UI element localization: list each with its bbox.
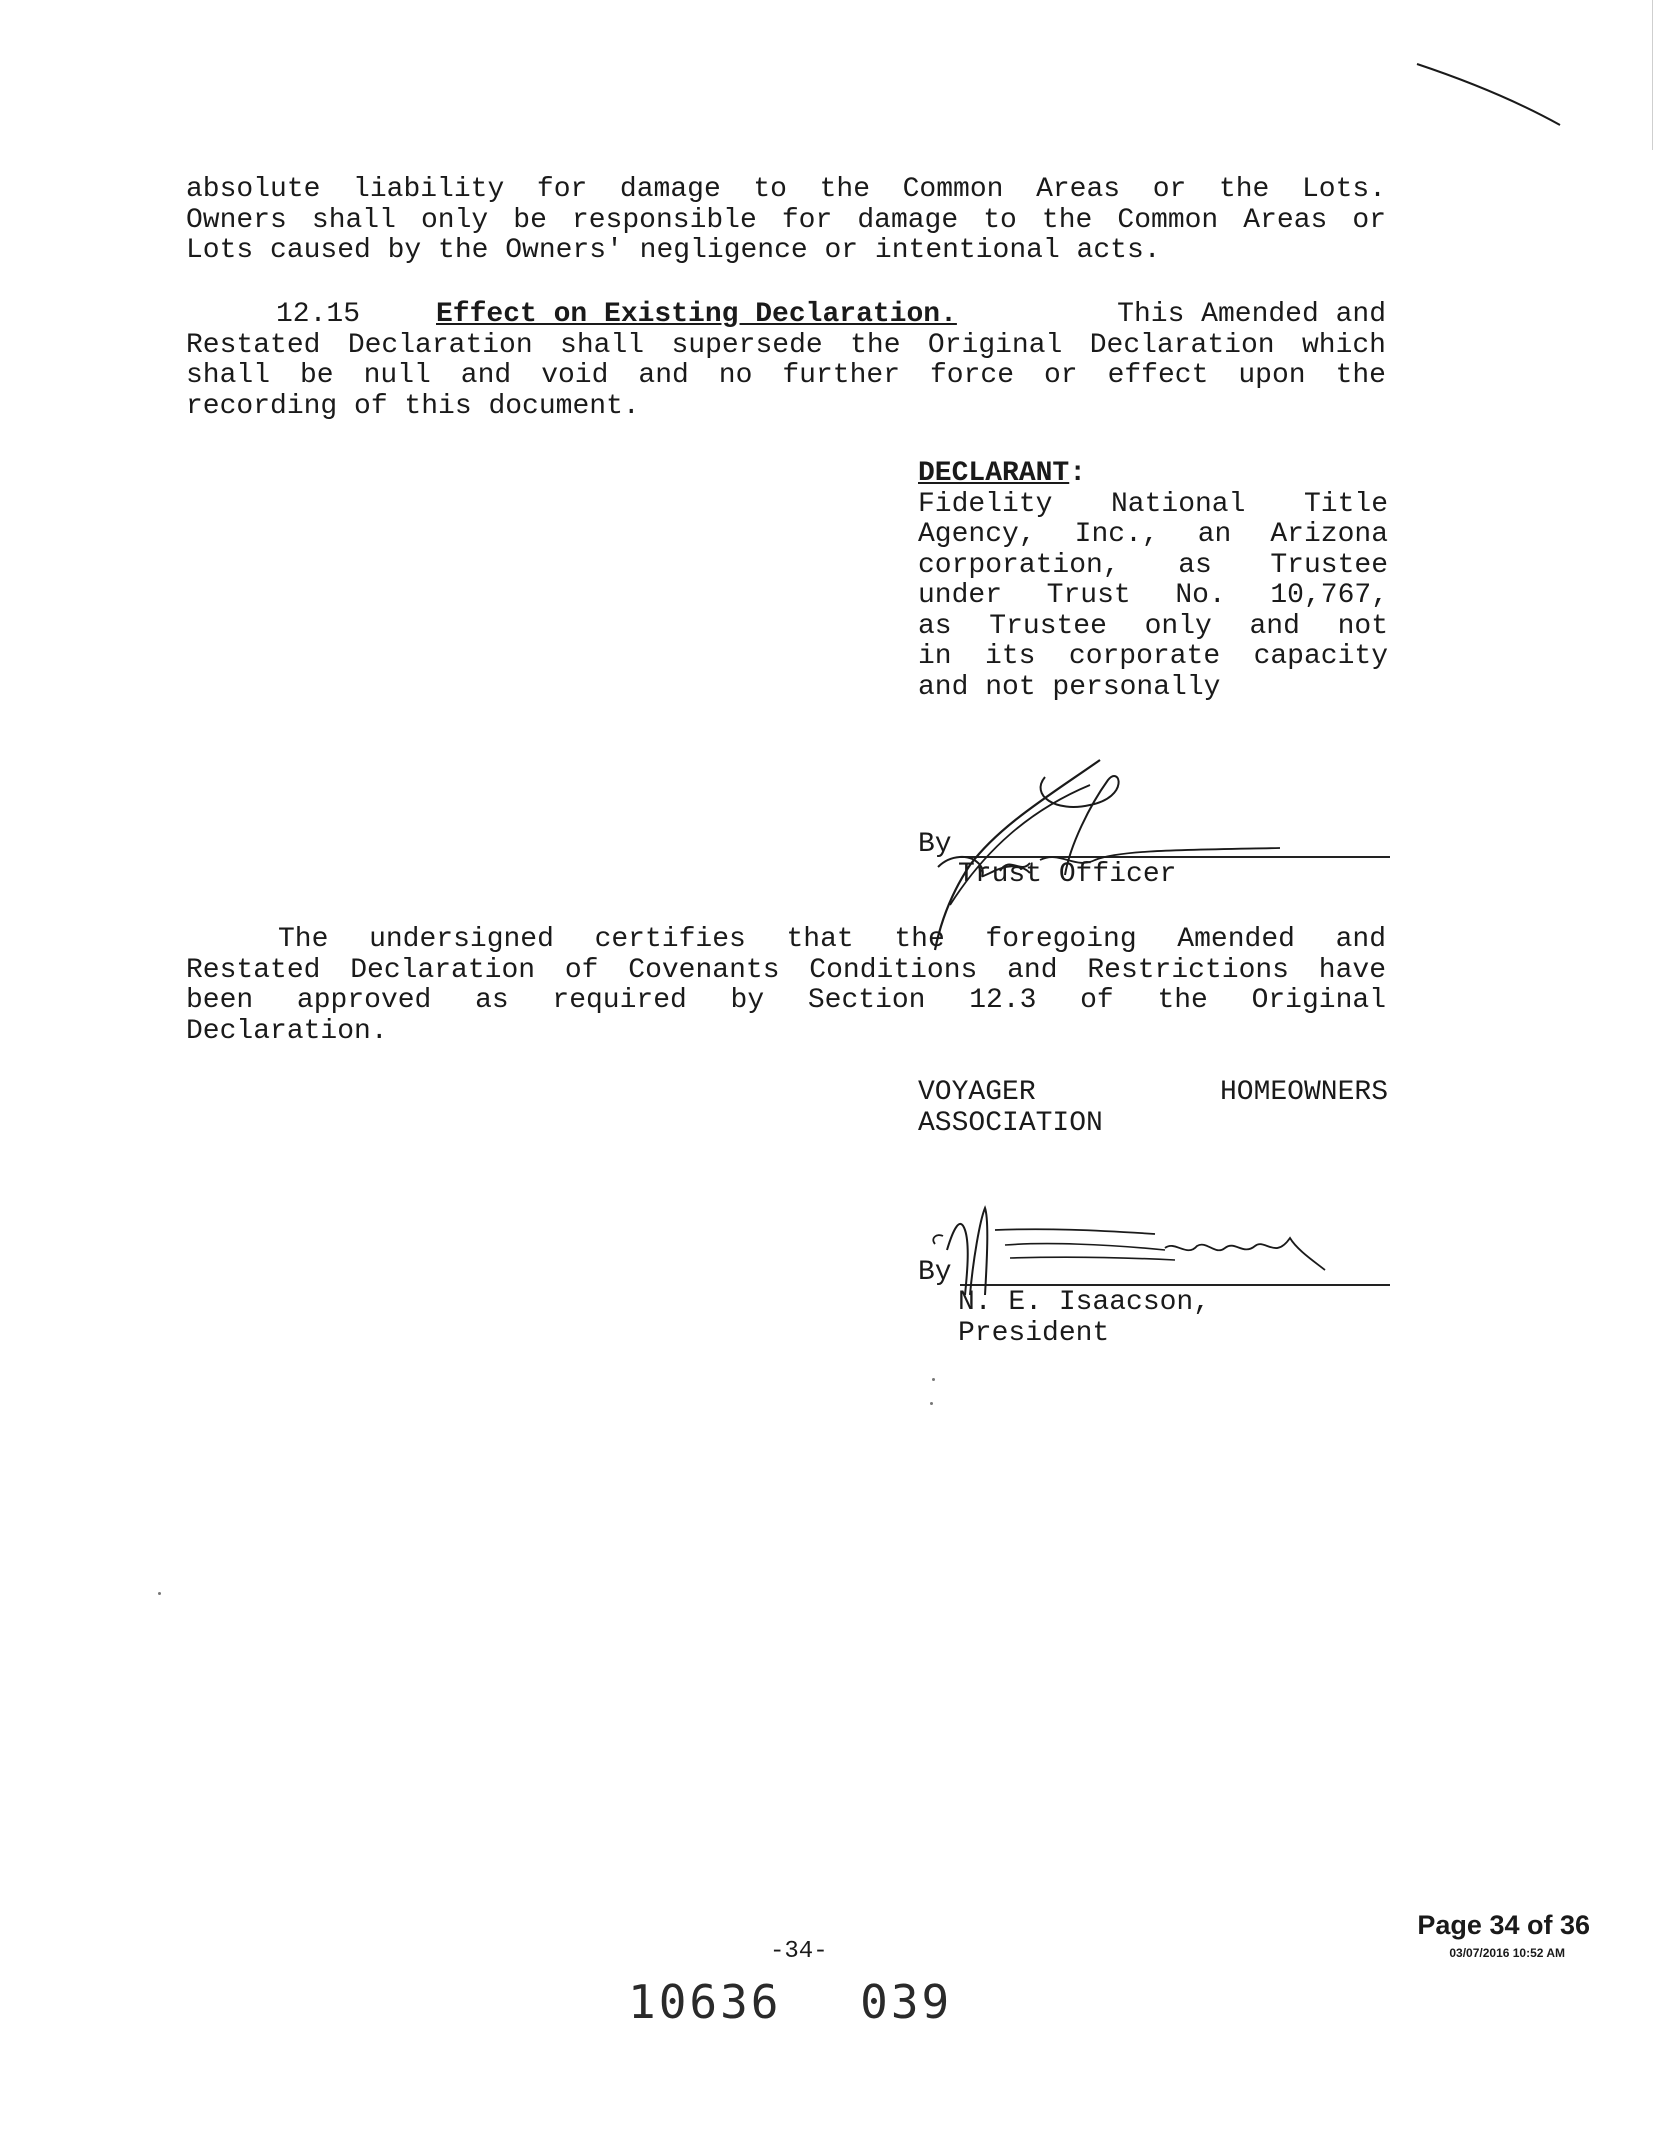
declarant-colon: : bbox=[1069, 458, 1087, 489]
scan-edge-line bbox=[1652, 0, 1653, 150]
section-text-start: This Amended and bbox=[1117, 299, 1386, 330]
record-number-stamp: 10636 039 bbox=[628, 1975, 953, 2029]
text-line: absolute liability for damage to the Common Areas or the Lots. bbox=[186, 174, 1386, 205]
section-title: Effect on Existing Declaration. bbox=[436, 299, 957, 330]
text-line: Declaration. bbox=[186, 1015, 388, 1047]
signer-title: President bbox=[958, 1318, 1110, 1349]
recorder-page-stamp: Page 34 of 36 bbox=[1417, 1910, 1590, 1940]
section-number: 12.15 bbox=[276, 299, 361, 330]
text-line: The undersigned certifies that the foregoing Amended and bbox=[278, 924, 1386, 955]
text-line: Restated Declaration of Covenants Conditions and Restrictions have bbox=[186, 954, 1386, 986]
scan-speck bbox=[932, 1378, 935, 1381]
text-line: been approved as required by Section 12.3 of the Original bbox=[186, 985, 1386, 1016]
association-block bbox=[918, 1078, 1388, 1139]
recorder-date-stamp: 03/07/2016 10:52 AM bbox=[1449, 1946, 1565, 1960]
declarant-line: in its corporate capacity bbox=[918, 641, 1388, 672]
signer-title: Trust Officer bbox=[958, 859, 1177, 890]
declarant-heading bbox=[918, 459, 1388, 490]
page-number: -34- bbox=[770, 1938, 828, 1965]
declarant-line: and not personally bbox=[918, 671, 1221, 703]
text-line: Restated Declaration shall supersede the Original Declaration which bbox=[186, 329, 1386, 361]
declarant-line: as Trustee only and not bbox=[918, 610, 1388, 642]
president-signature bbox=[925, 1200, 1365, 1320]
section-12-15 bbox=[186, 300, 1386, 422]
by-label: By bbox=[918, 1257, 952, 1288]
signer-name: N. E. Isaacson, bbox=[958, 1287, 1211, 1318]
text-line: Lots caused by the Owners' negligence or intentional acts. bbox=[186, 235, 1161, 266]
declarant-line: Agency, Inc., an Arizona bbox=[918, 519, 1388, 550]
declarant-line: Fidelity National Title bbox=[918, 488, 1388, 520]
association-line: VOYAGER HOMEOWNERS bbox=[918, 1077, 1388, 1108]
scan-mark bbox=[1415, 60, 1565, 130]
certification-paragraph bbox=[186, 925, 1386, 1047]
scan-speck bbox=[930, 1402, 933, 1405]
paragraph-liability bbox=[186, 175, 1386, 267]
text-line: shall be null and void and no further force or effect upon the bbox=[186, 360, 1386, 391]
declarant-line: corporation, as Trustee bbox=[918, 549, 1388, 581]
by-label: By bbox=[918, 829, 952, 860]
text-line: recording of this document. bbox=[186, 390, 640, 422]
scan-speck bbox=[158, 1592, 161, 1595]
declarant-block bbox=[918, 459, 1388, 703]
association-line: ASSOCIATION bbox=[918, 1107, 1103, 1139]
section-heading-line bbox=[186, 300, 1386, 331]
declarant-label: DECLARANT bbox=[918, 458, 1070, 489]
text-line: Owners shall only be responsible for damage to the Common Areas or bbox=[186, 204, 1386, 236]
declarant-line: under Trust No. 10,767, bbox=[918, 580, 1388, 611]
